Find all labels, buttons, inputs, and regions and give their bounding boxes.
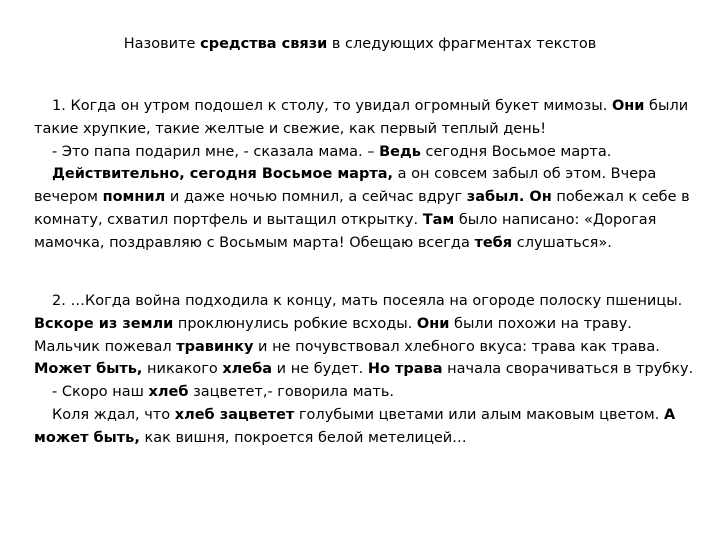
text-run: и не почувствовал хлебного вкуса: трава как трава. <box>253 338 660 355</box>
text-run: сегодня Восьмое марта. <box>420 143 612 160</box>
connective-highlight: Может быть, <box>34 361 143 378</box>
connective-highlight: Они <box>416 315 450 332</box>
text-run: Коля ждал, что <box>52 406 175 423</box>
text-run: - Это папа подарил мне, - сказала мама. – <box>52 143 380 160</box>
title-emphasis: средства связи <box>200 36 328 52</box>
text-line <box>34 404 690 427</box>
text-run: как вишня, покроется белой метелицей… <box>139 429 467 446</box>
text-run: начала сворачиваться в трубку. <box>442 361 694 378</box>
connective-highlight: Там <box>422 211 455 228</box>
connective-highlight: Но трава <box>367 361 443 378</box>
text-run: были <box>644 98 689 114</box>
text-run: Мальчик пожевал <box>34 338 177 355</box>
text-run: слушаться». <box>512 234 612 251</box>
text-run: и даже ночью помнил, а сейчас вдруг <box>165 189 467 206</box>
title-suffix: в следующих фрагментах текстов <box>327 36 597 52</box>
connective-highlight: Они <box>611 98 645 114</box>
fragment-1 <box>34 95 690 255</box>
text-run: было написано: «Дорогая <box>454 211 657 228</box>
connective-highlight: тебя <box>474 234 513 251</box>
text-line <box>34 381 690 404</box>
text-run: были похожи на траву. <box>449 315 632 332</box>
connective-highlight: А <box>663 406 676 423</box>
text-run: вечером <box>34 189 103 206</box>
text-line <box>34 336 690 359</box>
connective-highlight: Ведь <box>379 143 421 160</box>
text-line <box>34 290 690 313</box>
text-run: такие хрупкие, такие желтые и свежие, как первый теплый день! <box>34 120 547 137</box>
text-run: а он совсем забыл об этом. Вчера <box>393 166 657 183</box>
text-run: никакого <box>142 361 223 378</box>
text-run: и не будет. <box>272 361 368 378</box>
text-line <box>34 358 694 381</box>
slide-title <box>0 34 720 54</box>
connective-highlight: помнил <box>102 189 166 206</box>
connective-highlight: забыл. Он <box>466 189 552 206</box>
text-run: проклюнулись робкие всходы. <box>173 315 417 332</box>
text-line <box>34 186 690 209</box>
text-line <box>34 313 690 336</box>
text-line <box>34 141 690 164</box>
text-line <box>34 427 690 450</box>
connective-highlight: может быть, <box>34 429 140 446</box>
text-line <box>34 232 690 255</box>
connective-highlight: хлеб зацветет <box>174 406 295 423</box>
text-run: 1. Когда он утром подошел к столу, то увидал огромный букет мимозы. <box>52 98 612 114</box>
connective-highlight: травинку <box>176 338 254 355</box>
text-run: мамочка, поздравляю с Восьмым марта! Обещаю всегда <box>34 234 475 251</box>
text-run: - Скоро наш <box>52 384 149 401</box>
text-run: побежал к себе в <box>551 189 690 206</box>
connective-highlight: Действительно, сегодня Восьмое марта, <box>52 166 394 183</box>
text-line <box>34 95 690 118</box>
text-run: голубыми цветами или алым маковым цветом. <box>294 406 664 423</box>
text-line <box>34 118 690 141</box>
connective-highlight: Вскоре из земли <box>34 315 174 332</box>
text-line <box>34 209 690 232</box>
connective-highlight: хлеб <box>148 384 189 401</box>
text-run: комнату, схватил портфель и вытащил открытку. <box>34 211 423 228</box>
title-prefix: Назовите <box>123 36 201 52</box>
text-run: 2. …Когда война подходила к концу, мать посеяла на огороде полоску пшеницы. <box>52 293 683 309</box>
text-run: зацветет,- говорила мать. <box>188 384 394 401</box>
text-line <box>34 163 690 186</box>
connective-highlight: хлеба <box>222 361 273 378</box>
fragment-2 <box>34 290 694 450</box>
